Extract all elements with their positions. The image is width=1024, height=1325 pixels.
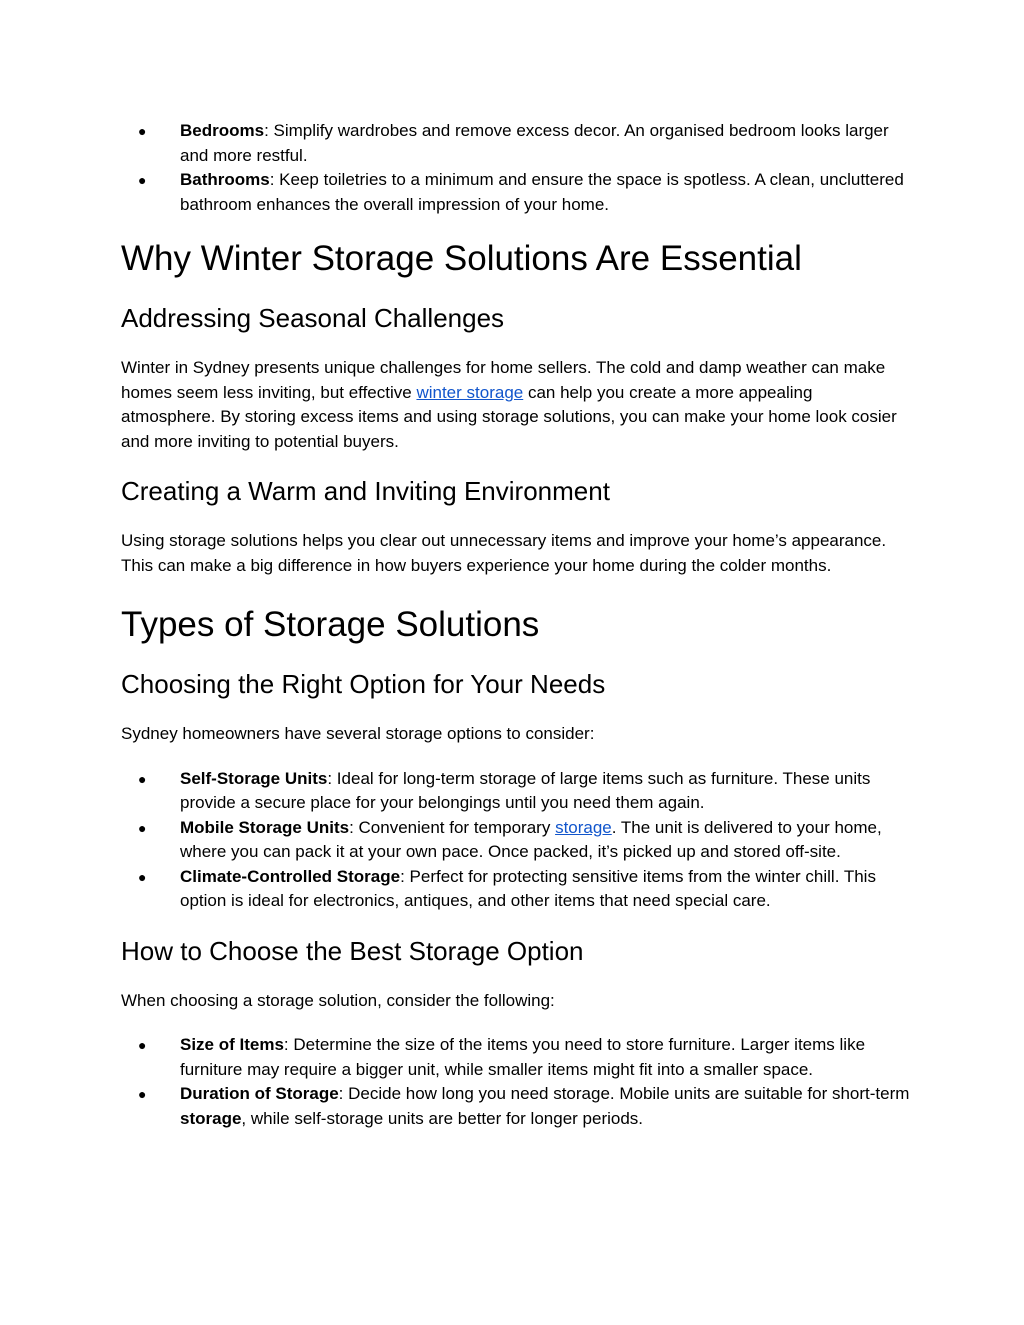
- bullet-icon: ●: [138, 123, 147, 139]
- heading-seasonal-challenges: Addressing Seasonal Challenges: [121, 303, 505, 333]
- paragraph-text: can help you create a more appealing atmosphere. By storing excess items and using storage solutions, you can make your home look cosier and more inviting to potential buyers.: [121, 382, 897, 451]
- list-item-text: . The unit is delivered to your home, where you can pack it at your own pace. Once packed, it’s picked up and stored off-site.: [180, 817, 882, 861]
- list-item-term: Mobile Storage Units: [180, 817, 350, 837]
- heading-choosing-option: Choosing the Right Option for Your Needs: [121, 669, 606, 699]
- list-item-bold-word: storage: [180, 1108, 242, 1128]
- list-item-term: Bedrooms: [180, 121, 265, 140]
- list-item-text: : Determine the size of the items you need to store furniture. Larger items like furniture may require a bigger unit, while smaller items might fit into a smaller space.: [180, 1035, 866, 1079]
- list-item-term: Climate-Controlled Storage: [180, 866, 401, 886]
- list-item-text: : Decide how long you need storage. Mobile units are suitable for short-term: [338, 1084, 910, 1103]
- bullet-icon: ●: [138, 819, 147, 836]
- list-item: [121, 119, 911, 168]
- list-item-text: , while self-storage units are better for longer periods.: [241, 1108, 644, 1128]
- list-item-text: : Simplify wardrobes and remove excess decor. An organised bedroom looks larger and more restful.: [180, 121, 889, 165]
- room-tips-list: [121, 119, 911, 217]
- list-item: [121, 1082, 911, 1131]
- storage-types-list: [121, 767, 911, 914]
- list-item-term: Duration of Storage: [180, 1084, 339, 1103]
- paragraph-choosing: Sydney homeowners have several storage options to consider:: [121, 724, 595, 743]
- list-item-text: : Convenient for temporary: [349, 817, 556, 837]
- heading-winter-storage: Why Winter Storage Solutions Are Essential: [121, 239, 802, 278]
- bullet-icon: ●: [138, 868, 147, 885]
- bullet-icon: ●: [138, 1086, 147, 1102]
- document-content: [121, 119, 911, 1131]
- considerations-list: [121, 1033, 911, 1131]
- list-item-term: Self-Storage Units: [180, 768, 328, 788]
- heading-types-of-storage: Types of Storage Solutions: [121, 605, 540, 644]
- paragraph-best: When choosing a storage solution, consider the following:: [121, 990, 555, 1010]
- storage-link[interactable]: storage: [555, 817, 612, 837]
- paragraph-seasonal: [121, 356, 911, 454]
- list-item-text: : Perfect for protecting sensitive items from the winter chill. This option is ideal for electronics, antiques, and other items that need special care.: [180, 866, 876, 910]
- list-item: [121, 168, 911, 217]
- paragraph-text: Winter in Sydney presents unique challenges for home sellers. The cold and damp weather can make homes seem less inviting, but effective: [121, 358, 886, 402]
- paragraph-warm: Using storage solutions helps you clear out unnecessary items and improve your home’s appearance. This can make a big difference in how buyers experience your home during the colder months.: [121, 531, 887, 575]
- list-item-text: : Ideal for long-term storage of large items such as furniture. These units provide a secure place for your belongings until you need them again.: [180, 768, 871, 812]
- heading-best-option: How to Choose the Best Storage Option: [121, 935, 584, 966]
- list-item: [121, 816, 911, 865]
- winter-storage-link[interactable]: winter storage: [416, 382, 524, 402]
- bullet-icon: ●: [138, 770, 147, 787]
- list-item-term: Bathrooms: [180, 170, 270, 189]
- list-item: [121, 767, 911, 816]
- list-item-text: : Keep toiletries to a minimum and ensure the space is spotless. A clean, uncluttered bathroom enhances the overall impression of your home.: [180, 170, 904, 214]
- bullet-icon: ●: [138, 172, 147, 188]
- list-item: [121, 865, 911, 914]
- heading-warm-environment: Creating a Warm and Inviting Environment: [121, 476, 610, 506]
- list-item-term: Size of Items: [180, 1035, 284, 1054]
- bullet-icon: ●: [138, 1037, 147, 1053]
- list-item: [121, 1033, 911, 1082]
